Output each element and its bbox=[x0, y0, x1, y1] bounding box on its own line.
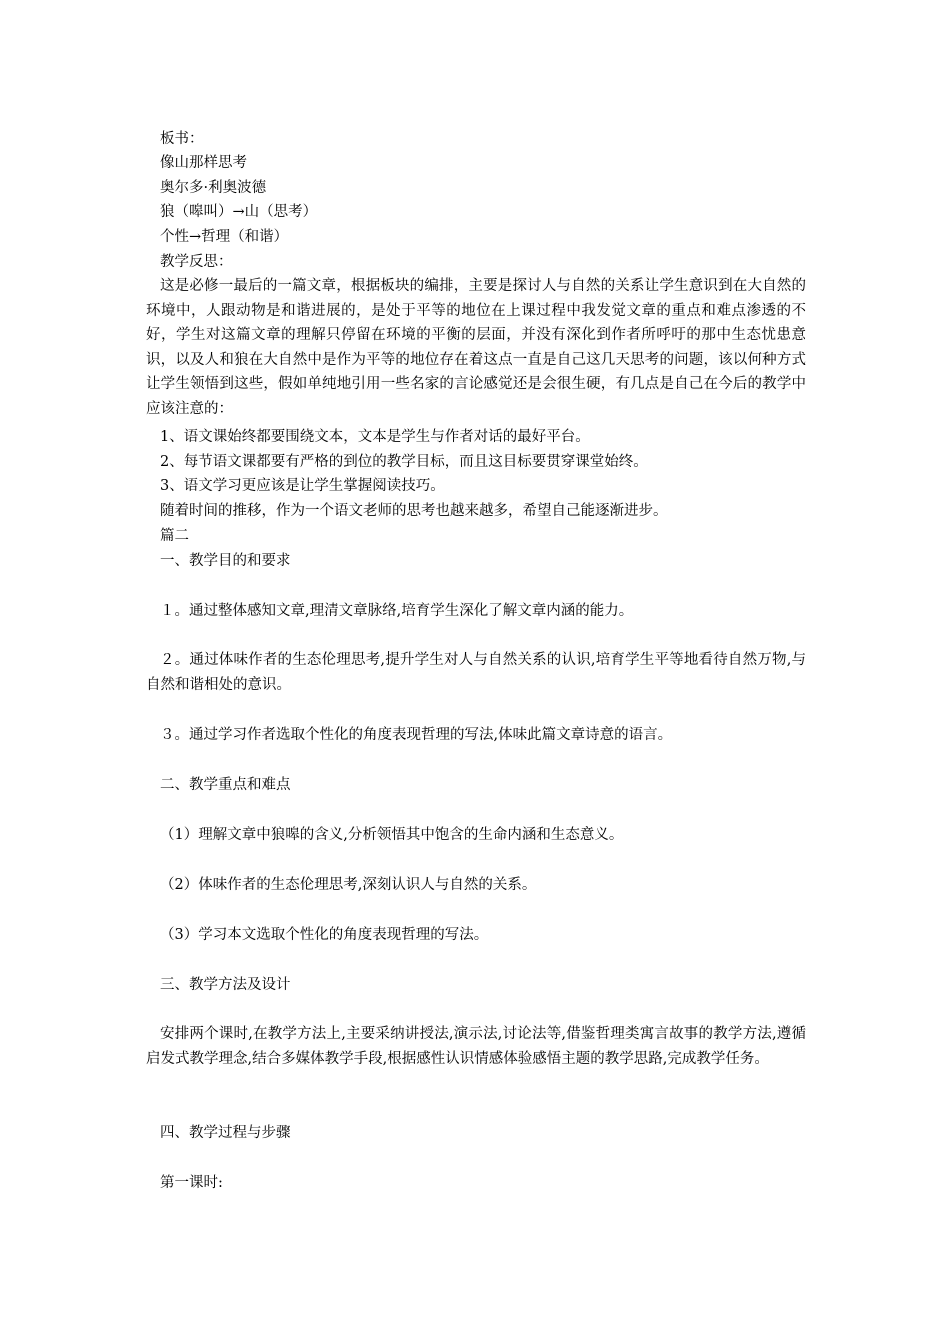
goal-2: ２。通过体味作者的生态伦理思考,提升学生对人与自然关系的认识,培育学生平等地看待自然万物,与自然和谐相处的意识。 bbox=[146, 652, 806, 693]
reflection-closing: 随着时间的推移，作为一个语文老师的思考也越来越多，希望自己能逐渐进步。 bbox=[160, 503, 668, 519]
reflection-point-3: 3、语文学习更应该是让学生掌握阅读技巧。 bbox=[160, 478, 445, 494]
part2-label: 篇二 bbox=[160, 528, 189, 544]
banshu-label: 板书： bbox=[160, 131, 204, 147]
section4-heading: 四、教学过程与步骤 bbox=[160, 1125, 291, 1141]
section3-heading: 三、教学方法及设计 bbox=[160, 977, 291, 993]
board-wolf-line: 狼（嗥叫）→山（思考） bbox=[160, 204, 318, 220]
key-point-2: （2）体味作者的生态伦理思考,深刻认识人与自然的关系。 bbox=[160, 877, 537, 893]
first-lesson-label: 第一课时: bbox=[160, 1175, 223, 1191]
section2-heading: 二、教学重点和难点 bbox=[160, 777, 291, 793]
board-title: 像山那样思考 bbox=[160, 155, 247, 171]
goal-1: １。通过整体感知文章,理清文章脉络,培育学生深化了解文章内涵的能力。 bbox=[160, 603, 634, 619]
board-personality-line: 个性→哲理（和谐） bbox=[160, 229, 289, 245]
section1-heading: 一、教学目的和要求 bbox=[160, 553, 291, 569]
reflection-point-1: 1、语文课始终都要围绕文本，文本是学生与作者对话的最好平台。 bbox=[160, 429, 590, 445]
key-point-1: （1）理解文章中狼嗥的含义,分析领悟其中饱含的生命内涵和生态意义。 bbox=[160, 827, 624, 843]
key-point-3: （3）学习本文选取个性化的角度表现哲理的写法。 bbox=[160, 927, 489, 943]
reflection-paragraph: 这是必修一最后的一篇文章，根据板块的编排，主要是探讨人与自然的关系让学生意识到在大自然的环境中，人跟动物是和谐进展的，是处于平等的地位在上课过程中我发觉文章的重点和难点渗透的不好，学生对这篇文章的理解只停留在环境的平衡的层面，并没有深化到作者所呼吁的那中生态忧患意识，以及人和狼在大自然中是作为平等的地位存在着这点一直是自己这几天思考的问题，该以何种方式让学生领悟到这些，假如单纯地引用一些名家的言论感觉还是会很生硬，有几点是自己在今后的教学中应该注意的： bbox=[146, 278, 806, 417]
method-paragraph: 安排两个课时,在教学方法上,主要采纳讲授法,演示法,讨论法等,借鉴哲理类寓言故事的教学方法,遵循启发式教学理念,结合多媒体教学手段,根据感性认识情感体验感悟主题的教学思路,完成教学任务。 bbox=[146, 1026, 806, 1067]
reflection-label: 教学反思： bbox=[160, 254, 233, 270]
board-author: 奥尔多·利奥波德 bbox=[160, 180, 267, 196]
reflection-point-2: 2、每节语文课都要有严格的到位的教学目标，而且这目标要贯穿课堂始终。 bbox=[160, 454, 648, 470]
goal-3: ３。通过学习作者选取个性化的角度表现哲理的写法,体味此篇文章诗意的语言。 bbox=[160, 727, 673, 743]
